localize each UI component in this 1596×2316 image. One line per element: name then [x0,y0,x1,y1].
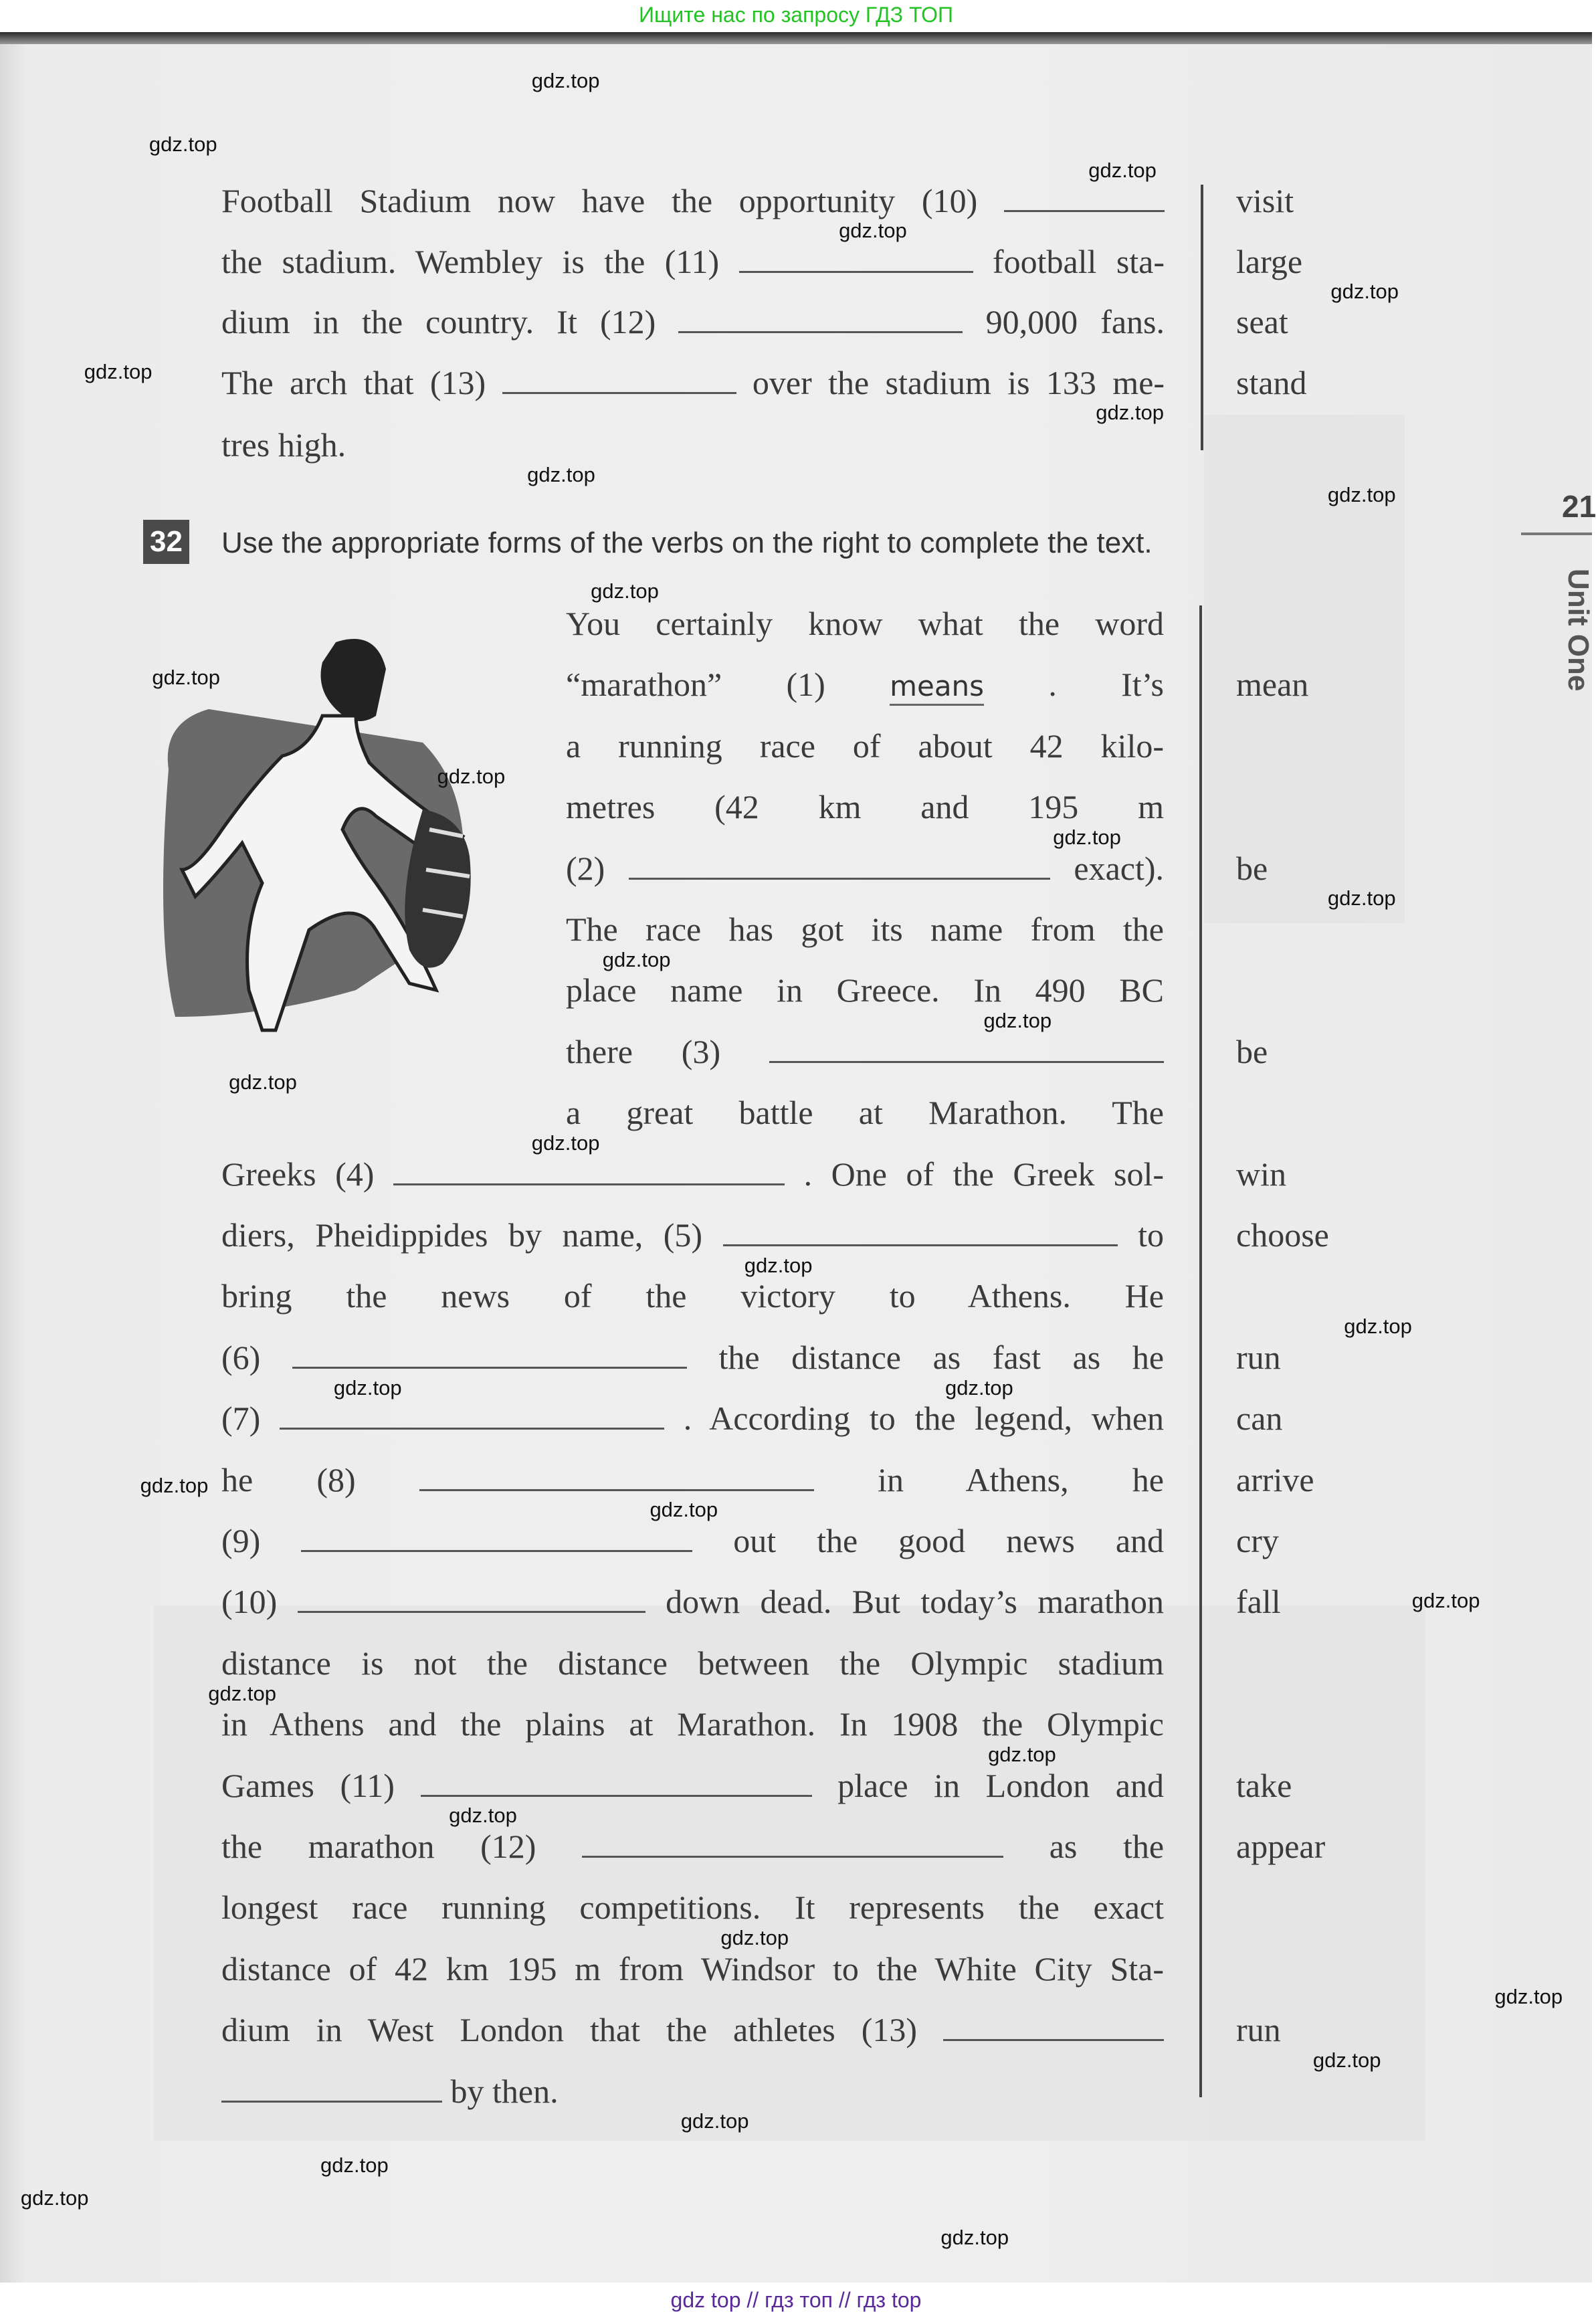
text-segment: longest race running competitions. It represents the exact [221,1889,1164,1927]
text-line [221,1395,1164,1442]
answer-blank[interactable] [582,1829,1003,1858]
text-segment: Football Stadium now have the opportunity (10) [221,182,978,219]
watermark: gdz.top [744,1253,813,1277]
text-line [221,298,1165,345]
verb-hint: cry [1236,1522,1279,1559]
verb-hint: win [1236,1155,1286,1193]
verb-hint: be [1236,1032,1268,1070]
text-line [221,238,1165,285]
text-segment: football sta- [992,243,1165,280]
text-line [221,1456,1164,1503]
answer-blank[interactable] [221,2074,442,2103]
text-line [221,1884,1164,1931]
watermark: gdz.top [1344,1315,1412,1339]
watermark: gdz.top [720,1926,789,1950]
answer-blank[interactable] [943,2012,1164,2041]
watermark: gdz.top [148,132,217,157]
text-segment: 90,000 fans. [985,303,1165,341]
text-segment: he (8) [221,1460,356,1499]
text-segment: there (3) [566,1032,721,1070]
text-segment: metres (42 km and 195 m [566,788,1164,826]
text-line [566,906,1164,953]
text-line [221,2006,1164,2053]
text-segment: a running race of about 42 kilo- [566,727,1164,765]
answer-blank[interactable] [769,1034,1164,1063]
exercise-number-badge: 32 [143,520,189,564]
text-segment: place name in Greece. In 490 BC [566,971,1164,1009]
text-line [221,1212,1164,1258]
answer-blank[interactable] [629,851,1050,880]
text-line [221,2068,690,2115]
watermark: gdz.top [1494,1985,1563,2009]
text-segment: (6) [221,1338,261,1376]
text-line [566,661,1164,708]
watermark: gdz.top [1312,2048,1381,2072]
watermark: gdz.top [449,1804,517,1828]
verb-hint: mean [1236,666,1309,704]
answer-blank[interactable] [739,244,973,273]
text-segment: place in London and [837,1766,1165,1804]
text-segment: dium in West London that the athletes (13) [221,2011,918,2049]
unit-label: Unit One [1562,569,1595,692]
watermark: gdz.top [988,1742,1056,1766]
text-segment: as the [1049,1828,1165,1865]
text-line [566,1089,1164,1136]
watermark: gdz.top [983,1009,1052,1033]
text-segment: (10) [221,1583,278,1621]
verb-hint: run [1236,2011,1281,2049]
watermark: gdz.top [1088,159,1157,182]
watermark: gdz.top [1330,280,1399,303]
text-segment: “marathon” (1) [566,666,825,704]
verb-hint: take [1236,1766,1292,1804]
verb-hint: visit [1236,182,1294,219]
text-segment: the stadium. Wembley is the (11) [221,243,720,280]
watermark: gdz.top [437,764,506,788]
text-line [566,722,1164,769]
text-segment: (2) [566,849,605,887]
text-segment: . According to the legend, when [683,1400,1165,1438]
watermark: gdz.top [333,1375,402,1400]
watermark: gdz.top [20,2186,89,2210]
text-segment: tres high. [221,426,346,464]
text-segment: diers, Pheidippides by name, (5) [221,1216,703,1254]
watermark: gdz.top [229,1070,297,1094]
text-line [221,1578,1164,1625]
verb-hint: run [1236,1338,1281,1376]
watermark: gdz.top [1053,825,1121,849]
watermark: gdz.top [140,1474,209,1498]
watermark: gdz.top [527,463,595,486]
text-segment: . It’s [1048,666,1165,704]
text-segment: to [1138,1216,1164,1254]
watermark: gdz.top [1096,401,1164,424]
verb-hint: large [1236,243,1303,280]
text-line [221,1640,1164,1686]
answer-blank[interactable] [1004,183,1165,212]
verb-hint: fall [1236,1583,1281,1621]
footer-links[interactable]: gdz top // гдз топ // гдз top [670,2288,922,2312]
watermark: gdz.top [591,579,659,603]
watermark: gdz.top [84,360,153,384]
watermark: gdz.top [1327,886,1396,910]
text-segment: out the good news and [733,1522,1165,1559]
watermark: gdz.top [940,2226,1009,2250]
text-line [566,600,1164,647]
text-line [221,1701,1164,1747]
text-segment: distance is not the distance between the Olympic stadium [221,1644,1164,1682]
answer-blank[interactable] [393,1157,785,1185]
text-segment: (7) [221,1400,261,1438]
watermark: gdz.top [152,666,221,690]
watermark: gdz.top [531,69,600,93]
text-segment: You certainly know what the word [566,605,1164,642]
watermark: gdz.top [1327,483,1396,506]
answer-blank[interactable] [421,1768,812,1797]
answer-blank[interactable] [292,1340,687,1369]
verb-hint: stand [1236,364,1307,401]
text-segment: over the stadium is 133 me- [752,364,1165,401]
text-line [221,1762,1164,1809]
watermark: gdz.top [945,1375,1013,1400]
watermark: gdz.top [650,1498,718,1522]
text-segment: bring the news of the victory to Athens. He [221,1277,1164,1315]
answer-blank[interactable] [502,365,736,394]
watermark: gdz.top [531,1131,600,1155]
exercise-instruction: Use the appropriate forms of the verbs on the right to complete the text. [221,526,1153,559]
text-line [221,1272,1164,1319]
text-line [221,1334,1164,1381]
verb-hint: arrive [1236,1460,1314,1499]
text-line [221,177,1165,224]
text-segment: a great battle at Marathon. The [566,1094,1164,1132]
page-number-rule [1521,533,1592,535]
text-line [566,783,1164,830]
verb-hint: appear [1236,1828,1326,1865]
text-line [221,1517,1164,1564]
text-segment: in Athens, he [878,1460,1164,1499]
text-line [221,1945,1164,1992]
text-line [221,1823,1164,1870]
watermark: gdz.top [208,1681,276,1705]
text-segment: Games (11) [221,1766,395,1804]
text-segment: the marathon (12) [221,1828,536,1865]
column-divider [1201,185,1203,450]
answer-blank[interactable] [301,1523,692,1552]
text-segment: the distance as fast as he [718,1338,1165,1376]
text-line [566,845,1164,892]
text-segment: The arch that (13) [221,364,486,401]
text-segment: in Athens and the plains at Marathon. In 1908 the Olympic [221,1705,1164,1743]
verb-hint: choose [1236,1216,1329,1254]
text-segment: Greeks (4) [221,1155,375,1193]
answer-field[interactable]: means [890,669,984,706]
text-segment: down dead. But today’s marathon [666,1583,1165,1621]
text-line [566,1028,1164,1075]
watermark: gdz.top [320,2153,389,2177]
column-divider [1199,605,1202,2097]
watermark: gdz.top [839,219,907,242]
text-line [221,421,623,468]
search-banner[interactable]: Ищите нас по запросу ГДЗ ТОП [639,3,953,27]
watermark: gdz.top [680,2109,749,2133]
text-segment: The race has got its name from the [566,910,1164,948]
page-edge-shadow [0,32,1592,44]
text-segment: . One of the Greek sol- [803,1155,1165,1193]
answer-blank[interactable] [298,1584,645,1613]
text-segment: dium in the country. It (12) [221,303,656,341]
text-segment: by then. [450,2072,559,2110]
text-segment: exact). [1074,849,1164,887]
answer-blank[interactable] [280,1401,664,1430]
text-segment: distance of 42 km 195 m from Windsor to the White City Sta- [221,1949,1164,1988]
verb-hint: can [1236,1400,1283,1438]
answer-blank[interactable] [678,304,963,333]
text-line [221,359,1165,406]
answer-blank[interactable] [419,1462,814,1491]
watermark: gdz.top [602,947,671,971]
text-line [566,967,1164,1014]
answer-blank[interactable] [723,1218,1118,1246]
text-segment: (9) [221,1522,261,1559]
watermark: gdz.top [1411,1589,1480,1613]
page-number: 21 [1562,489,1596,524]
verb-hint: seat [1236,303,1288,341]
verb-hint: be [1236,849,1268,887]
text-line [221,1151,1164,1197]
